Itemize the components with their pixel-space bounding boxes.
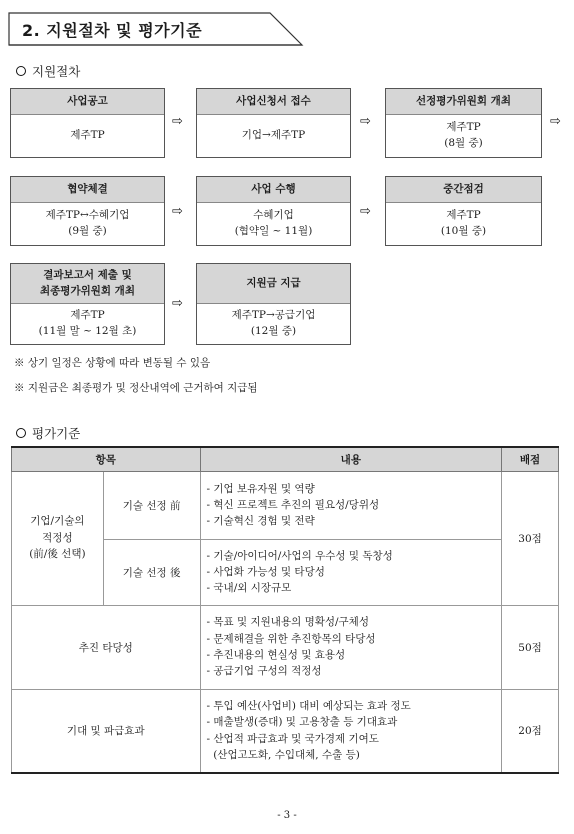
step-title (11, 264, 164, 304)
step-box (10, 263, 165, 345)
step-line: 수혜기업 (253, 209, 294, 222)
category-line: (前/後 선택) (29, 548, 86, 561)
list-item: (산업고도화, 수입대체, 수출 등) (206, 749, 360, 762)
step-box (10, 176, 165, 246)
step-title-line: 최종평가위원회 개최 (40, 284, 135, 297)
step-line: 제주TP (70, 309, 105, 322)
score-cell: 20점 (502, 689, 559, 773)
step-box (196, 176, 351, 246)
step-title: 선정평가위원회 개최 (386, 89, 541, 115)
section-tab (8, 12, 304, 46)
right-arrow-icon: ⇨ (360, 114, 371, 129)
category-cell (12, 471, 104, 605)
step-title: 중간점검 (386, 177, 541, 203)
note-schedule: ※ 상기 일정은 상황에 따라 변동될 수 있음 (14, 357, 211, 369)
list-item: - 추진내용의 현실성 및 효용성 (206, 649, 346, 661)
table-row (12, 471, 559, 539)
category-line: 기업/기술의 (30, 514, 85, 527)
step-line: (협약일 ~ 11월) (234, 225, 313, 237)
criteria-heading-text: 평가기준 (32, 426, 81, 441)
content-cell (200, 539, 502, 605)
note-payment: ※ 지원금은 최종평가 및 정산내역에 근거하여 지급됨 (14, 382, 258, 394)
procedure-heading-text: 지원절차 (32, 64, 81, 79)
column-header-score: 배점 (502, 447, 559, 471)
list-item: - 국내/외 시장규모 (206, 582, 292, 595)
list-item: - 혁신 프로젝트 추진의 필요성/당위성 (206, 498, 380, 511)
table-row (12, 689, 559, 773)
step-box (196, 88, 351, 158)
right-arrow-icon: ⇨ (172, 296, 183, 311)
column-header-item: 항목 (12, 447, 201, 471)
content-cell (200, 471, 502, 539)
list-item: - 문제해결을 위한 추진항목의 타당성 (206, 632, 376, 645)
list-item: - 기술/아이디어/사업의 우수성 및 독창성 (206, 549, 393, 562)
content-cell (200, 605, 502, 689)
step-line: 제주TP (446, 209, 481, 222)
step-title: 협약체결 (11, 177, 164, 203)
content-cell (200, 689, 502, 773)
step-title-line: 결과보고서 제출 및 (43, 269, 132, 282)
category-line: 적정성 (42, 531, 73, 544)
step-line: (8월 중) (444, 137, 483, 149)
list-item: - 목표 및 지원내용의 명확성/구체성 (206, 616, 369, 629)
step-line: (10월 중) (440, 225, 487, 237)
page-number: - 3 - (277, 810, 297, 821)
category-cell: 기대 및 파급효과 (12, 689, 201, 773)
procedure-heading (16, 62, 80, 80)
list-item: - 공급기업 구성의 적정성 (206, 665, 322, 678)
category-cell: 추진 타당성 (12, 605, 201, 689)
step-title: 사업공고 (11, 89, 164, 115)
list-item: - 매출발생(증대) 및 고용창출 등 기대효과 (206, 716, 398, 729)
circle-bullet-icon (16, 66, 26, 76)
section-title: 2. 지원절차 및 평가기준 (22, 21, 203, 40)
evaluation-table (11, 446, 559, 774)
step-box (385, 176, 542, 246)
step-line: 제주TP (446, 121, 481, 134)
score-cell: 30점 (502, 471, 559, 605)
list-item: - 산업적 파급효과 및 국가경제 기여도 (206, 732, 379, 745)
table-row (12, 605, 559, 689)
score-cell: 50점 (502, 605, 559, 689)
step-line: (9월 중) (68, 225, 107, 237)
list-item: - 기술혁신 경험 및 전략 (206, 515, 315, 528)
step-title: 사업 수행 (197, 177, 350, 203)
subcategory-cell: 기술 선정 後 (103, 539, 200, 605)
right-arrow-icon: ⇨ (360, 204, 371, 219)
circle-bullet-icon (16, 428, 26, 438)
step-box (196, 263, 351, 345)
step-title: 사업신청서 접수 (197, 89, 350, 115)
list-item: - 사업화 가능성 및 타당성 (206, 565, 325, 578)
list-item: - 기업 보유자원 및 역량 (206, 482, 315, 495)
criteria-heading (16, 424, 80, 442)
right-arrow-icon: ⇨ (172, 204, 183, 219)
right-arrow-icon: ⇨ (550, 114, 561, 129)
step-title: 지원금 지급 (197, 264, 350, 304)
step-line: (12월 중) (250, 325, 297, 337)
step-line: 제주TP→공급기업 (231, 309, 316, 322)
step-line: 기업→제주TP (241, 129, 306, 142)
subcategory-cell: 기술 선정 前 (103, 471, 200, 539)
step-line: 제주TP↔수혜기업 (45, 209, 130, 222)
right-arrow-icon: ⇨ (172, 114, 183, 129)
column-header-content: 내용 (200, 447, 502, 471)
step-line: (11월 말 ~ 12월 초) (38, 325, 137, 337)
list-item: - 투입 예산(사업비) 대비 예상되는 효과 정도 (206, 700, 411, 713)
table-header-row (12, 447, 559, 471)
step-box (385, 88, 542, 158)
step-box (10, 88, 165, 158)
step-line: 제주TP (70, 129, 105, 142)
